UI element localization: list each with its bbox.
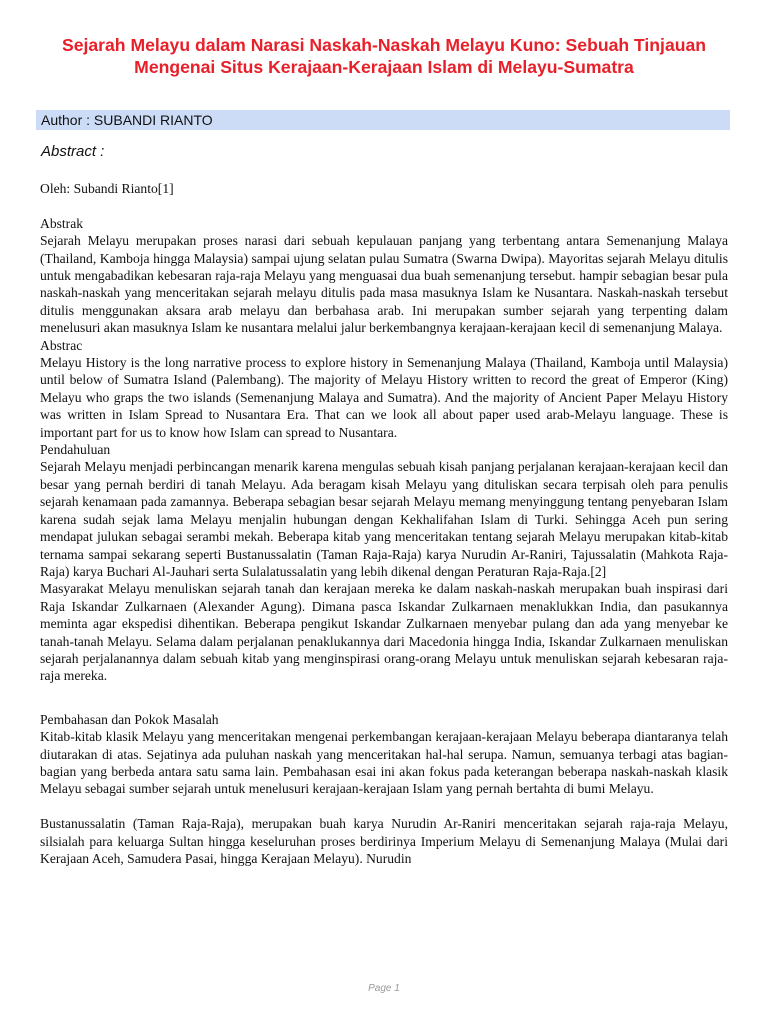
pembahasan-paragraph-2: Bustanussalatin (Taman Raja-Raja), merupakan buah karya Nurudin Ar-Raniri menceritakan sejarah raja-raja Melayu, silsialah para keluarga Sultan hingga keseluruhan proses berdirinya Imperium Melayu di Semenanjung Malaya (Mulai dari Kerajaan Aceh, Samudera Pasai, hingga Kerajaan Melayu). Nurudin	[40, 816, 728, 866]
abstrac-paragraph: Melayu History is the long narrative process to explore history in Semenanjung Malaya (Thailand, Kamboja until Malaysia) until below of Sumatra Island (Palembang). The majority of Melayu History written to record the great of Emperor (King) Melayu who graps the two islands (Semenanjung Malaya and Sumatra). And the majority of Ancient Paper Melayu History was written in Islam Spread to Nusantara Era. That can we look all about paper used arab-Melayu language. These is important part for us to know how Islam can spread to Nusantara.	[40, 355, 728, 440]
author-bar: Author : SUBANDI RIANTO	[36, 110, 730, 130]
page-number: Page 1	[368, 983, 400, 994]
document-title: Sejarah Melayu dalam Narasi Naskah-Naskah Melayu Kuno: Sebuah Tinjauan Mengenai Situs Kerajaan-Kerajaan Islam di Melayu-Sumatra	[61, 35, 707, 77]
author-byline: Oleh: Subandi Rianto[1]	[40, 181, 174, 196]
abstrak-paragraph: Sejarah Melayu merupakan proses narasi dari sebuah kepulauan panjang yang terbentang antara Semenanjung Malaya (Thailand, Kamboja hingga Malaysia) sampai ujung selatan pulau Sumatra (Swarna Dwipa). Mayoritas sejarah Melayu ditulis untuk mengabadikan kebesaran raja-raja Melayu yang menguasai dua buah semenanjung tersebut. hampir sebagian besar pula naskah-naskah yang menceritakan sejarah melayu ditulis pada masa masuknya Islam ke Nusantara. Naskah-naskah tersebut ditulis menggunakan aksara arab melayu dan berbahasa arab. Ini merupakan sumber sejarah yang terpenting dalam menelusuri akan masuknya Islam ke nusantara melalui jalur berkembangnya kerajaan-kerajaan kecil di semenanjung Malaya.	[40, 233, 728, 336]
abstrac-heading: Abstrac	[40, 337, 83, 353]
pendahuluan-paragraph-1: Sejarah Melayu menjadi perbincangan menarik karena mengulas sebuah kisah panjang perjalanan kerajaan-kerajaan kecil dan besar yang pernah berdiri di tanah Melayu. Ada beragam kisah Melayu yang dituliskan secara terpisah oleh para penulis sejarah kenamaan pada zamannya. Beberapa sebagian besar sejarah Melayu memang menyinggung tentang penyebaran Islam karena sudah sejak lama Melayu menjalin hubungan dengan Kekhalifahan Islam di Turki. Sehingga Aceh pun sering mendapat julukan sebagai serambi mekah. Beberapa kitab yang menceritakan tentang sejarah Melayu merupakan kitab-kitab ternama sampai sekarang seperti Bustanussalatin (Taman Raja-Raja) karya Nurudin Ar-Raniri, Tajussalatin (Mahkota Raja-Raja) karya Buchari Al-Jauhari serta Sulalatussalatin yang lebih dikenal dengan Peraturan Raja-Raja.[2]	[40, 459, 728, 579]
pembahasan-paragraph-1: Kitab-kitab klasik Melayu yang menceritakan mengenai perkembangan kerajaan-kerajaan Melayu beberapa diantaranya telah diutarakan di atas. Sejatinya ada puluhan naskah yang menceritakan hal-hal serupa. Namun, semuanya terbagi atas bagian-bagian yang berbeda antara satu sama lain. Pembahasan esai ini akan fokus pada keterangan beberapa naskah-naskah klasik Melayu sebagai sumber sejarah untuk menelusuri kerajaan-kerajaan Islam yang pernah bertahta di bumi Melayu.	[40, 729, 728, 797]
pendahuluan-paragraph-2: Masyarakat Melayu menuliskan sejarah tanah dan kerajaan mereka ke dalam naskah-naskah merupakan buah inspirasi dari Raja Iskandar Zulkarnaen (Alexander Agung). Dimana pasca Iskandar Zulkarnaen menaklukkan India, dan pasukannya meminta agar ekspedisi dihentikan. Beberapa pengikut Iskandar Zulkarnaen menyebar pulang dan ada yang menyebar ke tanah-tanah Melayu. Selama dalam perjalanan penaklukannya dari Macedonia hingga India, Iskandar Zulkarnaen menuliskan sejarah perjalanannya dalam sebuah kitab yang menginspirasi orang-orang Melayu untuk menuliskan sejarah kebesaran raja-raja mereka.	[40, 581, 728, 684]
pendahuluan-heading: Pendahuluan	[40, 442, 111, 458]
abstrak-heading: Abstrak	[40, 215, 84, 231]
abstract-label: Abstract :	[41, 143, 105, 160]
pembahasan-heading: Pembahasan dan Pokok Masalah	[40, 711, 219, 727]
document-body	[40, 180, 728, 867]
